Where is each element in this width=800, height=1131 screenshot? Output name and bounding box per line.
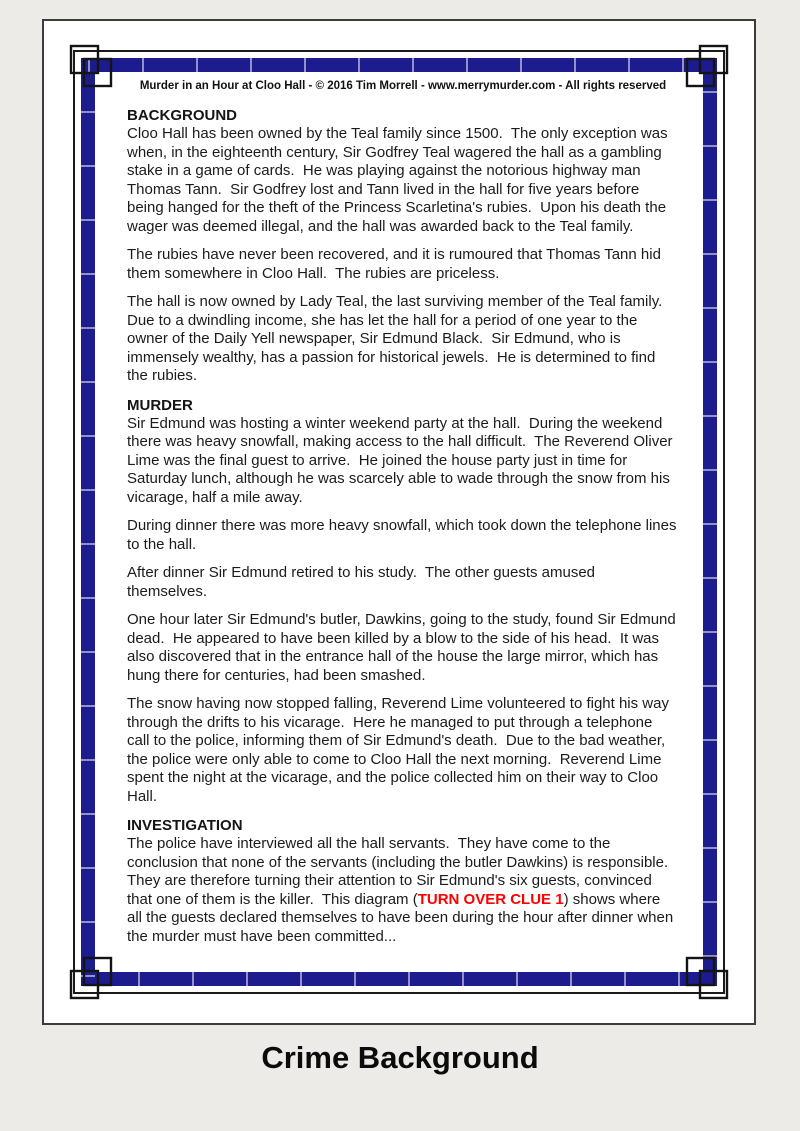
text-run: The rubies have never been recovered, and it is rumoured that Thomas Tann hid them somewhere in Cloo Hall. The rubies are priceless. bbox=[127, 246, 666, 282]
paragraph bbox=[127, 125, 679, 236]
text-run: During dinner there was more heavy snowfall, which took down the telephone lines to the hall. bbox=[127, 517, 681, 553]
section-heading: MURDER bbox=[127, 396, 193, 414]
paragraph bbox=[127, 695, 679, 806]
paragraph bbox=[127, 293, 679, 386]
paragraph bbox=[127, 517, 679, 554]
copyright-header: Murder in an Hour at Cloo Hall - © 2016 Tim Morrell - www.merrymurder.com - All rights reserved bbox=[139, 80, 667, 92]
clue-reference: TURN OVER CLUE 1 bbox=[417, 890, 564, 908]
text-run: Sir Edmund was hosting a winter weekend party at the hall. During the weekend there was heavy snowfall, making access to the hall difficult. The Reverend Oliver Lime was the final guest to arrive. He joined the house party just in time for Saturday lunch, although he was scarcely able to wade through the snow from his vicarage, half a mile away. bbox=[127, 414, 677, 506]
document-content bbox=[127, 79, 679, 956]
text-run: The snow having now stopped falling, Reverend Lime volunteered to fight his way through the drifts to his vicarage. Here he managed to put through a telephone call to the police, informing them of Sir Edmund's death. Due to the bad weather, the police were only able to come to Cloo Hall the next morning. Reverend Lime spent the night at the vicarage, and the police collected him on their way to Cloo Hall. bbox=[127, 695, 674, 805]
text-run: One hour later Sir Edmund's butler, Dawkins, going to the study, found Sir Edmund dead. He appeared to have been killed by a blow to the side of his head. It was also discovered that in the entrance hall of the house the large mirror, which has hung there for centuries, had been smashed. bbox=[127, 611, 680, 684]
text-run: ) shows where all the guests declared themselves to have been during the hour after dinner when the murder must have been committed... bbox=[127, 890, 678, 945]
text-run: After dinner Sir Edmund retired to his study. The other guests amused themselves. bbox=[127, 564, 600, 600]
document-page bbox=[42, 19, 756, 1025]
document-body bbox=[127, 106, 679, 946]
paragraph bbox=[127, 835, 679, 946]
text-run: The police have interviewed all the hall servants. They have come to the conclusion that none of the servants (including the butler Dawkins) is responsible. They are therefore turning their attention to Sir Edmund's six guests, convinced that one of them is the killer. This diagram ( bbox=[127, 835, 677, 908]
paragraph bbox=[127, 415, 679, 508]
text-run: Cloo Hall has been owned by the Teal family since 1500. The only exception was when, in the eighteenth century, Sir Godfrey Teal wagered the hall as a gambling stake in a game of cards. He was playing against the notorious highway man Thomas Tann. Sir Godfrey lost and Tann lived in the hall for five years before being hanged for the theft of the Princess Scarletina's rubies. Upon his death the wager was deemed illegal, and the hall was awarded back to the Teal family. bbox=[127, 125, 672, 235]
section-heading: INVESTIGATION bbox=[127, 817, 243, 834]
section-heading: BACKGROUND bbox=[127, 107, 237, 124]
paragraph bbox=[127, 611, 679, 685]
paragraph bbox=[127, 564, 679, 601]
page-caption: Crime Background bbox=[261, 1040, 539, 1075]
text-run: The hall is now owned by Lady Teal, the last surviving member of the Teal family. Due to a dwindling income, she has let the hall for a period of one year to the owner of the Daily Yell newspaper, Sir Edmund Black. Sir Edmund, who is immensely wealthy, has a passion for historical jewels. He is determined to find the rubies. bbox=[127, 293, 671, 384]
paragraph bbox=[127, 246, 679, 283]
